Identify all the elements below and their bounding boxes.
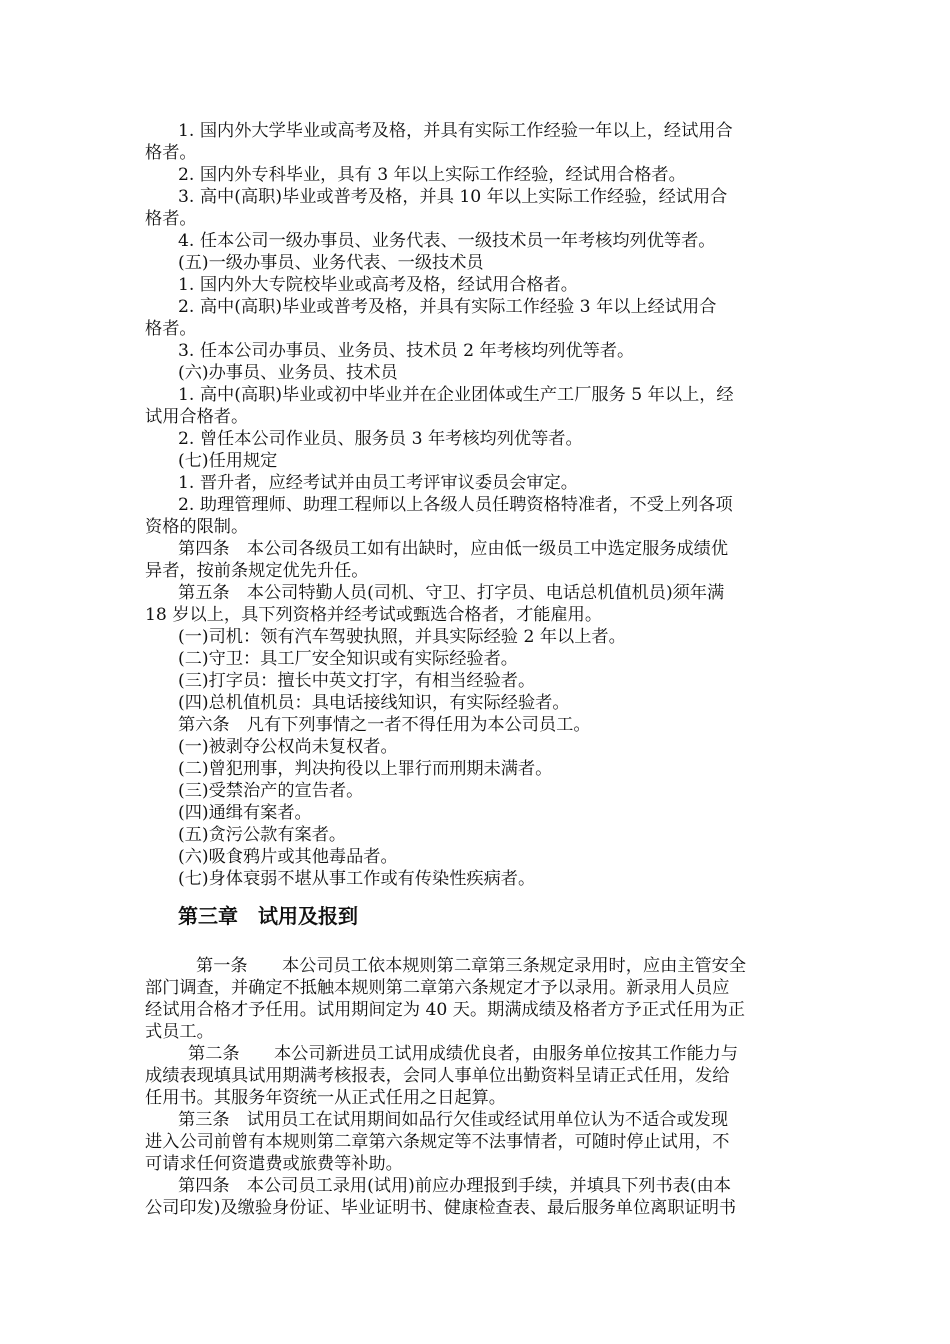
text-line: 3. 任本公司办事员、业务员、技术员 2 年考核均列优等者。 [178,341,635,361]
text-line: 进入公司前曾有本规则第二章第六条规定等不法事情者，可随时停止试用，不 [145,1132,730,1152]
text-line: (五)一级办事员、业务代表、一级技术员 [178,253,484,273]
text-line: (七)身体衰弱不堪从事工作或有传染性疾病者。 [178,869,536,889]
text-line: 格者。 [145,319,197,339]
text-line: 任用书。其服务年资统一从正式任用之日起算。 [145,1088,506,1108]
text-line: 第二条 本公司新进员工试用成绩优良者，由服务单位按其工作能力与 [188,1044,739,1064]
text-line: 1. 国内外大专院校毕业或高考及格，经试用合格者。 [178,275,578,295]
text-line: 异者，按前条规定优先升任。 [145,561,369,581]
text-line: 4. 任本公司一级办事员、业务代表、一级技术员一年考核均列优等者。 [178,231,716,251]
text-line: 格者。 [145,143,197,163]
text-line: (一)被剥夺公权尚未复权者。 [178,737,398,757]
text-line: (四)总机值机员：具电话接线知识，有实际经验者。 [178,693,570,713]
text-line: 经试用合格才予任用。试用期间定为 40 天。期满成绩及格者方予正式任用为正 [145,1000,745,1020]
text-line: 第一条 本公司员工依本规则第二章第三条规定录用时，应由主管安全 [196,956,747,976]
text-line: (四)通缉有案者。 [178,803,312,823]
text-line: 2. 国内外专科毕业，具有 3 年以上实际工作经验，经试用合格者。 [178,165,686,185]
text-line: 1. 高中(高职)毕业或初中毕业并在企业团体或生产工厂服务 5 年以上，经 [178,385,734,405]
text-line: (二)守卫：具工厂安全知识或有实际经验者。 [178,649,518,669]
text-line: 3. 高中(高职)毕业或普考及格，并具 10 年以上实际工作经验，经试用合 [178,187,728,207]
text-line: 部门调查，并确定不抵触本规则第二章第六条规定才予以录用。新录用人员应 [145,978,730,998]
text-line: 2. 曾任本公司作业员、服务员 3 年考核均列优等者。 [178,429,583,449]
text-line: (六)办事员、业务员、技术员 [178,363,398,383]
text-line: 第五条 本公司特勤人员(司机、守卫、打字员、电话总机值机员)须年满 [178,583,725,603]
chapter-heading: 第三章 试用及报到 [178,904,358,928]
text-line: 2. 高中(高职)毕业或普考及格，并具有实际工作经验 3 年以上经试用合 [178,297,717,317]
text-line: 资格的限制。 [145,517,249,537]
text-line: 第六条 凡有下列事情之一者不得任用为本公司员工。 [178,715,591,735]
text-line: 第三条 试用员工在试用期间如品行欠佳或经试用单位认为不适合或发现 [178,1110,729,1130]
text-line: (二)曾犯刑事，判决拘役以上罪行而刑期未满者。 [178,759,553,779]
text-line: 18 岁以上，具下列资格并经考试或甄选合格者，才能雇用。 [145,605,603,625]
text-line: (三)打字员：擅长中英文打字，有相当经验者。 [178,671,536,691]
text-line: (六)吸食鸦片或其他毒品者。 [178,847,398,867]
text-line: 2. 助理管理师、助理工程师以上各级人员任聘资格特准者，不受上列各项 [178,495,733,515]
text-line: 可请求任何资遣费或旅费等补助。 [145,1154,403,1174]
text-line: 式员工。 [145,1022,214,1042]
text-line: (三)受禁治产的宣告者。 [178,781,364,801]
text-line: 第四条 本公司各级员工如有出缺时，应由低一级员工中选定服务成绩优 [178,539,729,559]
text-line: (一)司机：领有汽车驾驶执照，并具实际经验 2 年以上者。 [178,627,626,647]
text-line: 格者。 [145,209,197,229]
text-line: (五)贪污公款有案者。 [178,825,347,845]
text-line: 1. 国内外大学毕业或高考及格，并具有实际工作经验一年以上，经试用合 [178,121,733,141]
text-line: 试用合格者。 [145,407,249,427]
text-line: (七)任用规定 [178,451,278,471]
text-line: 1. 晋升者，应经考试并由员工考评审议委员会审定。 [178,473,578,493]
text-line: 成绩表现填具试用期满考核报表，会同人事单位出勤资料呈请正式任用，发给 [145,1066,730,1086]
text-line: 第四条 本公司员工录用(试用)前应办理报到手续，并填具下列书表(由本 [178,1176,731,1196]
text-line: 公司印发)及缴验身份证、毕业证明书、健康检查表、最后服务单位离职证明书 [145,1198,737,1218]
